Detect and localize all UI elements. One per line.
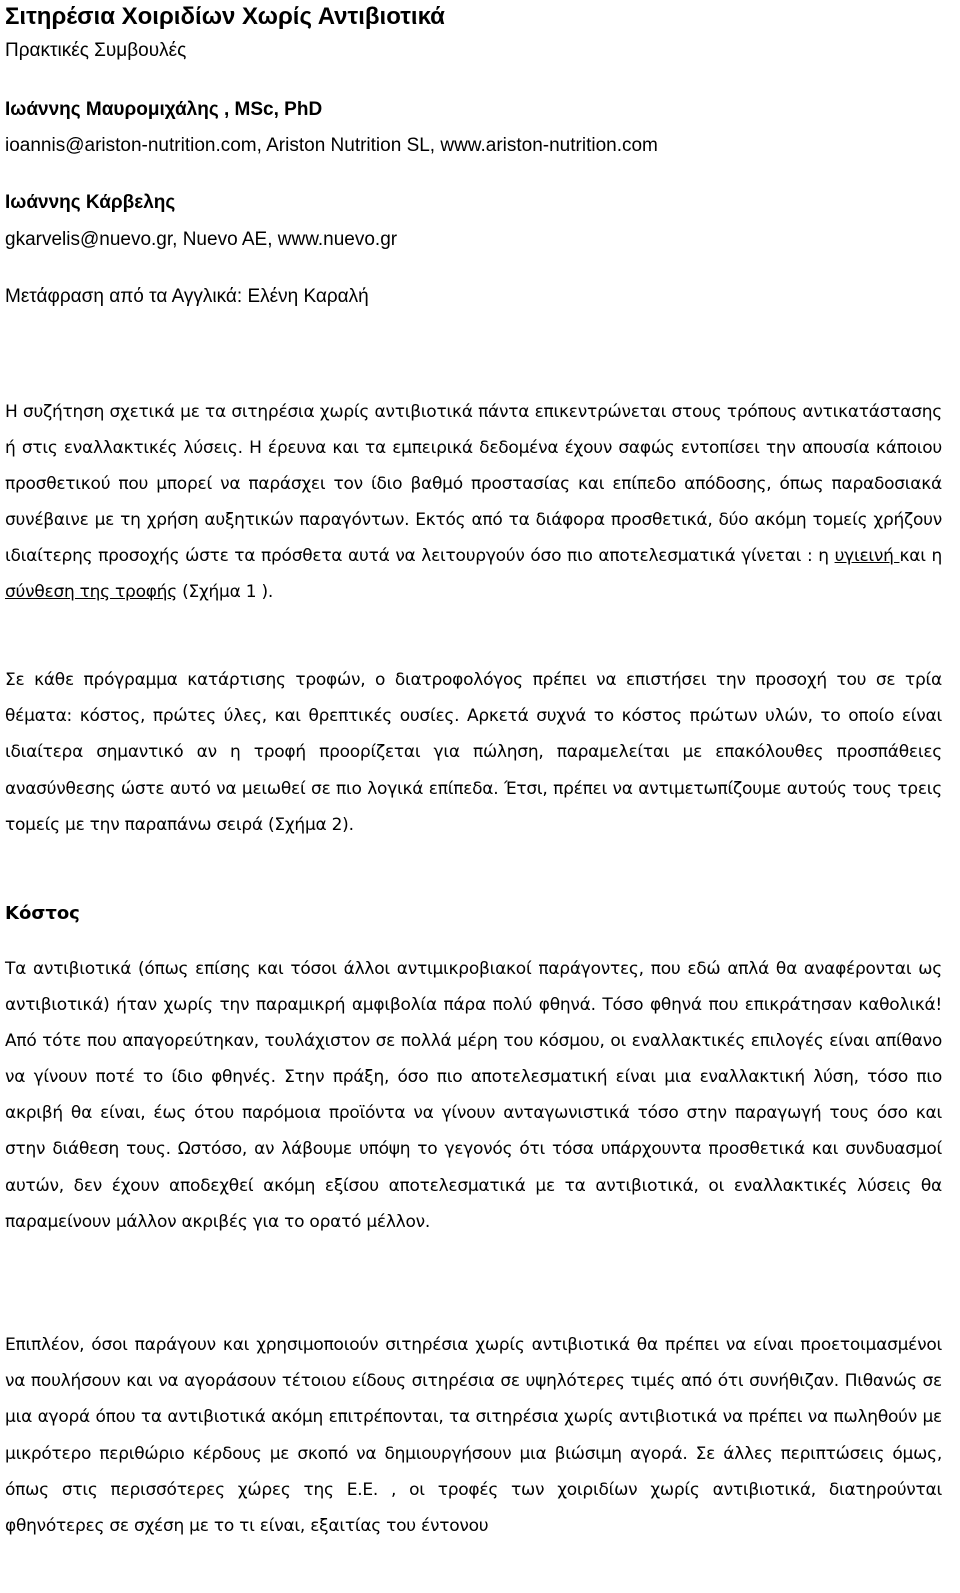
intro-paragraph: [5, 394, 942, 611]
cost-paragraph: Τα αντιβιοτικά (όπως επίσης και τόσοι άλλοι αντιμικροβιακοί παράγοντες, που εδώ απλά θα αναφέρονται ως αντιβιοτικά) ήταν χωρίς την παραμικρή αμφιβολία πάρα πολύ φθηνά. Τόσο φθηνά που επικράτησαν καθολικά! Από τότε που απαγορεύτηκαν, τουλάχιστον σε πολλά μέρη του κόσμου, οι εναλλακτικές επιλογές είναι απίθανο να γίνουν ποτέ το ίδιο φθηνές. Στην πράξη, όσο πιο αποτελεσματική είναι μια εναλλακτική λύση, τόσο πιο ακριβή θα είναι, έως ότου παρόμοια προϊόντα να γίνουν ανταγωνιστικά τόσο στην παραγωγή τους όσο και στην διάθεση τους. Ωστόσο, αν λάβουμε υπόψη το γεγονός ότι τόσα υπάρχουντα προσθετικά και συνδυασμοί αυτών, δεν έχουν αποδεχθεί ακόμη εξίσου αποτελεσματικά με τα αντιβιοτικά, οι εναλλακτικές λύσεις θα παραμείνουν μάλλον ακριβές για το ορατό μέλλον.: [5, 959, 942, 1232]
document-subtitle: Πρακτικές Συμβουλές: [5, 40, 187, 61]
feed-composition-link[interactable]: σύνθεση της τροφής: [5, 582, 177, 603]
author-2-contact: gkarvelis@nuevo.gr, Nuevo AE, www.nuevo.gr: [5, 229, 398, 250]
pricing-paragraph: Επιπλέον, όσοι παράγουν και χρησιμοποιούν σιτηρέσια χωρίς αντιβιοτικά θα πρέπει να είναι προετοιμασμένοι να πουλήσουν και να αγοράσουν τέτοιου είδους σιτηρέσια σε υψηλότερες τιμές από ότι συνήθιζαν. Πιθανώς σε μια αγορά όπου τα αντιβιοτικά ακόμη επιτρέπονται, τα σιτηρέσια χωρίς αντιβιοτικά να πρέπει να πωληθούν με μικρότερο περιθώριο κέρδους με σκοπό να δημιουργήσουν μια βιώσιμη αγορά. Σε άλλες περιπτώσεις όμως, όπως στις περισσότερες χώρες της Ε.Ε. , οι τροφές των χοιριδίων χωρίς αντιβιοτικά, διατηρούνται φθηνότερες σε σχέση με το τι είναι, εξαιτίας του έντονου: [5, 1335, 942, 1537]
translation-credit: Μετάφραση από τα Αγγλικά: Ελένη Καραλή: [5, 286, 369, 307]
author-1-name: Ιωάννης Μαυρομιχάλης , MSc, PhD: [5, 99, 323, 120]
intro-text-middle: και η: [899, 546, 943, 567]
author-2-name: Ιωάννης Κάρβελης: [5, 192, 176, 213]
hygiene-link[interactable]: υγιεινή: [834, 546, 900, 567]
section-heading-cost: Κόστος: [5, 903, 80, 924]
nutritionist-paragraph: Σε κάθε πρόγραμμα κατάρτισης τροφών, ο διατροφολόγος πρέπει να επιστήσει την προσοχή του σε τρία θέματα: κόστος, πρώτες ύλες, και θρεπτικές ουσίες. Αρκετά συχνά το κόστος πρώτων υλών, το οποίο είναι ιδιαίτερα σημαντικό αν η τροφή προορίζεται για πώληση, παραμελείται με επακόλουθες προσπάθειες ανασύνθεσης ώστε αυτό να μειωθεί σε πιο λογικά επίπεδα. Έτσι, πρέπει να αντιμετωπίζουμε αυτούς τους τρεις τομείς με την παραπάνω σειρά (Σχήμα 2).: [5, 670, 942, 835]
document-title: Σιτηρέσια Χοιριδίων Χωρίς Αντιβιοτικά: [5, 3, 445, 30]
intro-text-start: Η συζήτηση σχετικά με τα σιτηρέσια χωρίς αντιβιοτικά πάντα επικεντρώνεται στους τρόπους αντικατάστασης ή στις εναλλακτικές λύσεις. Η έρευνα και τα εμπειρικά δεδομένα έχουν σαφώς εντοπίσει την απουσία κάποιου προσθετικού που μπορεί να παράσχει τον ίδιο βαθμό προστασίας και επίπεδο απόδοσης, όπως παραδοσιακά συνέβαινε με τη χρήση αυξητικών παραγόντων. Εκτός από τα διάφορα προσθετικά, δύο ακόμη τομείς χρήζουν ιδιαίτερης προσοχής ώστε τα πρόσθετα αυτά να λειτουργούν όσο πιο αποτελεσματικά γίνεται : η: [5, 402, 942, 567]
author-1-contact: ioannis@ariston-nutrition.com, Ariston Nutrition SL, www.ariston-nutrition.com: [5, 135, 658, 156]
intro-text-end: (Σχήμα 1 ).: [176, 582, 273, 603]
